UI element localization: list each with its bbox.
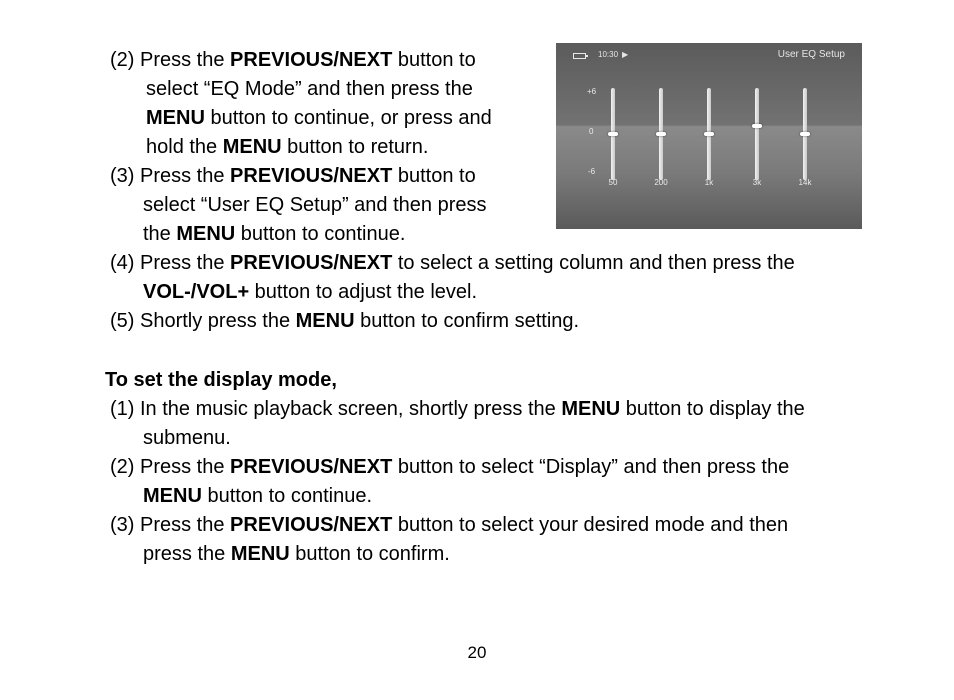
battery-icon [573, 53, 586, 59]
eq-band-label: 1k [704, 178, 714, 187]
step-3-line-2: select “User EQ Setup” and then press [143, 194, 487, 216]
step-5-line-1: (5) Shortly press the MENU button to confirm setting. [110, 310, 580, 332]
eq-slider-1k[interactable] [704, 88, 714, 180]
page-number: 20 [467, 643, 487, 662]
eq-screen-title: User EQ Setup [777, 49, 845, 60]
display-step-3-line-1: (3) Press the PREVIOUS/NEXT button to select your desired mode and then [110, 514, 789, 536]
eq-slider-knob[interactable] [800, 132, 810, 136]
step-2-line-3: MENU button to continue, or press and [146, 107, 492, 129]
eq-band-label: 200 [654, 178, 668, 187]
eq-slider-14k[interactable] [800, 88, 810, 180]
play-icon: ▶ [622, 50, 629, 59]
display-step-3-line-2: press the MENU button to confirm. [143, 543, 450, 565]
eq-slider-knob[interactable] [656, 132, 666, 136]
scale-bottom-label: -6 [588, 167, 596, 176]
eq-band-label: 14k [798, 178, 812, 187]
eq-slider-knob[interactable] [608, 132, 618, 136]
display-step-1-line-1: (1) In the music playback screen, shortly press the MENU button to display the [110, 398, 805, 420]
display-step-2-line-2: MENU button to continue. [143, 485, 373, 507]
step-4-line-2: VOL-/VOL+ button to adjust the level. [143, 281, 478, 303]
step-4-line-1: (4) Press the PREVIOUS/NEXT to select a setting column and then press the [110, 252, 795, 274]
display-step-1-line-2: submenu. [143, 427, 231, 449]
step-3-line-1: (3) Press the PREVIOUS/NEXT button to [110, 165, 476, 187]
eq-slider-track [755, 88, 759, 180]
step-2-line-1: (2) Press the PREVIOUS/NEXT button to [110, 49, 476, 71]
eq-band-label: 3k [752, 178, 762, 187]
scale-top-label: +6 [587, 87, 597, 96]
display-step-2-line-1: (2) Press the PREVIOUS/NEXT button to select “Display” and then press the [110, 456, 790, 478]
eq-setup-screenshot [556, 43, 862, 229]
eq-slider-knob[interactable] [704, 132, 714, 136]
display-mode-heading: To set the display mode, [105, 369, 337, 391]
step-3-line-3: the MENU button to continue. [143, 223, 406, 245]
status-bar [556, 43, 862, 65]
eq-slider-knob[interactable] [752, 124, 762, 128]
eq-band-label: 50 [608, 178, 618, 187]
eq-slider-200[interactable] [656, 88, 666, 180]
scale-mid-label: 0 [589, 127, 594, 136]
step-2-line-4: hold the MENU button to return. [146, 136, 429, 158]
step-2-line-2: select “EQ Mode” and then press the [146, 78, 473, 100]
clock-time: 10:30 [598, 50, 619, 59]
eq-slider-50[interactable] [608, 88, 618, 180]
eq-slider-3k[interactable] [752, 88, 762, 180]
